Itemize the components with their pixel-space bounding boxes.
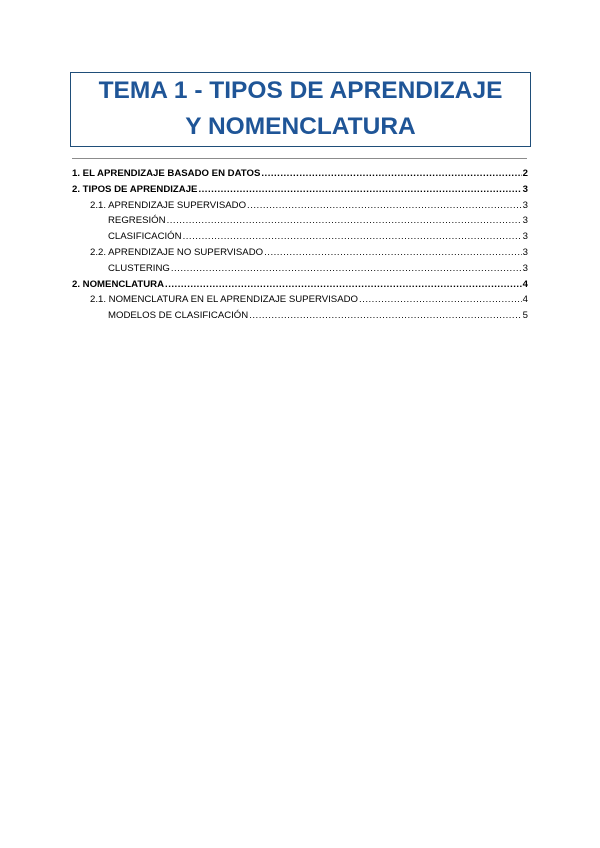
- toc-entry[interactable]: [72, 229, 528, 245]
- toc-dot-leader: [264, 245, 522, 261]
- toc-entry[interactable]: [72, 277, 528, 293]
- toc-dot-leader: [167, 213, 522, 229]
- toc-dot-leader: [359, 292, 522, 308]
- toc-dot-leader: [249, 308, 521, 324]
- toc-entry-page: 3: [522, 246, 528, 258]
- separator-line: [72, 158, 527, 159]
- toc-entry-page: 3: [522, 215, 528, 227]
- toc-entry-label: 2.1. APRENDIZAJE SUPERVISADO: [90, 199, 247, 211]
- toc-dot-leader: [247, 198, 522, 214]
- toc-entry-label: 1. EL APRENDIZAJE BASADO EN DATOS: [72, 168, 261, 179]
- toc-dot-leader: [261, 166, 521, 182]
- toc-entry[interactable]: [72, 198, 528, 214]
- table-of-contents: [72, 166, 528, 324]
- toc-entry-label: 2.1. NOMENCLATURA EN EL APRENDIZAJE SUPERVISADO: [90, 294, 358, 306]
- toc-dot-leader: [171, 261, 522, 277]
- toc-entry-page: 5: [522, 310, 528, 322]
- title-box: [70, 72, 531, 147]
- toc-entry-page: 4: [522, 278, 528, 290]
- toc-dot-leader: [183, 229, 522, 245]
- toc-entry-page: 3: [522, 183, 528, 195]
- toc-entry-page: 2: [522, 168, 528, 179]
- toc-entry[interactable]: [72, 182, 528, 198]
- toc-entry-label: CLUSTERING: [108, 262, 170, 274]
- title-line-1: TEMA 1 - TIPOS DE APRENDIZAJE: [98, 77, 503, 104]
- toc-entry[interactable]: [72, 308, 528, 324]
- toc-entry-label: 2. NOMENCLATURA: [72, 278, 165, 290]
- toc-entry-label: 2. TIPOS DE APRENDIZAJE: [72, 183, 198, 195]
- toc-entry[interactable]: [72, 261, 528, 277]
- toc-entry[interactable]: [72, 166, 528, 182]
- toc-entry[interactable]: [72, 213, 528, 229]
- toc-entry-page: 3: [522, 231, 528, 243]
- toc-entry-page: 3: [522, 262, 528, 274]
- toc-entry[interactable]: [72, 292, 528, 308]
- toc-entry-page: 3: [522, 199, 528, 211]
- toc-entry-label: REGRESIÓN: [108, 215, 166, 227]
- toc-entry[interactable]: [72, 245, 528, 261]
- toc-entry-label: 2.2. APRENDIZAJE NO SUPERVISADO: [90, 246, 264, 258]
- toc-entry-page: 4: [522, 294, 528, 306]
- toc-entry-label: CLASIFICACIÓN: [108, 231, 182, 243]
- toc-entry-label: MODELOS DE CLASIFICACIÓN: [108, 310, 249, 322]
- title-line-2: Y NOMENCLATURA: [185, 113, 416, 140]
- toc-dot-leader: [198, 182, 521, 198]
- toc-dot-leader: [165, 277, 522, 293]
